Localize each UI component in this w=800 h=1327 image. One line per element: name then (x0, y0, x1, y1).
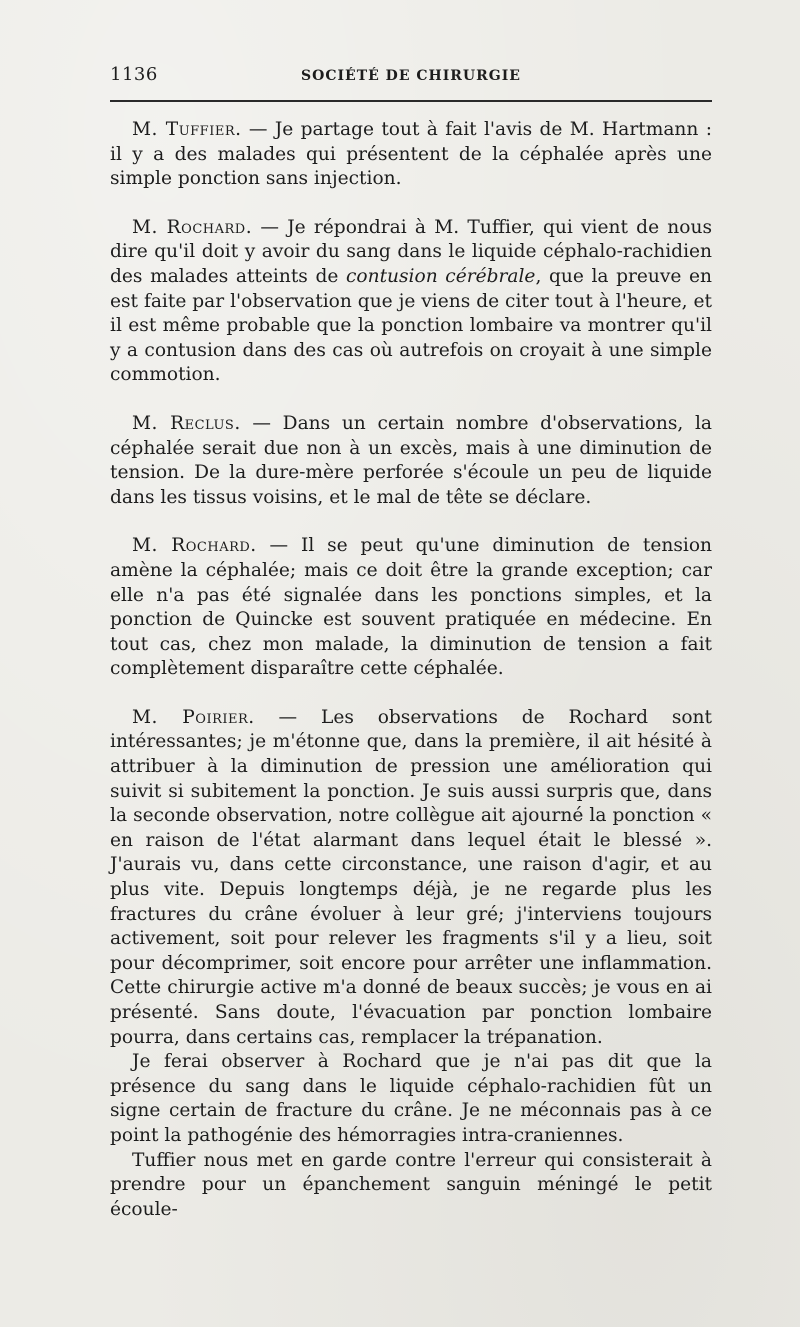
speaker-name: M. Reclus. (132, 412, 241, 434)
paragraph-poirier-final (110, 1149, 712, 1223)
paragraph-text: Je ferai observer à Rochard que je n'ai pas dit que la présence du sang dans le liquide céphalo-rachidien fût un signe certain de fracture du crâne. Je ne méconnais pas à ce point la pathogénie des hémorragies intra-craniennes. (110, 1051, 712, 1146)
paragraph-text: — Les observations de Rochard sont intéressantes; je m'étonne que, dans la première, il ait hésité à attribuer à la diminution de pression une amélioration qui suivit si subitement la ponction. Je suis aussi surpris que, dans la seconde observation, notre collègue ait ajourné la ponction « en raison de l'état alarmant dans lequel était le blessé ». J'aurais vu, dans cette circonstance, une raison d'agir, et au plus vite. Depuis longtemps déjà, je ne regarde plus les fractures du crâne évoluer à leur gré; j'interviens toujours activement, soit pour relever les fragments s'il y a lieu, soit pour décomprimer, soit encore pour arrêter une inflammation. Cette chirurgie active m'a donné de beaux succès; je vous en ai présenté. Sans doute, l'évacuation par ponction lombaire pourra, dans certains cas, remplacer la trépanation. (110, 706, 712, 1048)
page-number: 1136 (110, 64, 158, 85)
speaker-name: M. Tuffier. (132, 119, 242, 140)
italic-term: contusion cérébrale (345, 265, 536, 287)
paragraph-text: — Je répondrai à M. Tuffier, qui vient de nous dire qu'il doit y avoir du sang dans le liquide céphalo-rachidien des malades atteints de (110, 216, 712, 287)
paragraph-text: Tuffier nous met en garde contre l'erreur qui consisterait à prendre pour un épanchement sanguin méningé le petit écoule- (110, 1149, 712, 1220)
paragraph-rochard-1 (110, 216, 712, 388)
paragraph-reclus (110, 412, 712, 510)
paragraph-tuffier (110, 118, 712, 192)
paragraph-text-continued: , que la preuve en est faite par l'observation que je viens de citer tout à l'heure, et il est même probable que la ponction lombaire va montrer qu'il y a contusion dans des cas où autrefois on croyait à une simple commotion. (110, 265, 712, 386)
body-text (110, 118, 712, 1222)
header-rule (110, 100, 712, 102)
paragraph-rochard-2 (110, 534, 712, 682)
paragraph-text: — Il se peut qu'une diminution de tension amène la céphalée; mais ce doit être la grande exception; car elle n'a pas été signalée dans les ponctions simples, et la ponction de Quincke est souvent pratiquée en médecine. En tout cas, chez mon malade, la diminution de tension a fait complètement disparaître cette céphalée. (110, 535, 713, 680)
paragraph-text: — Dans un certain nombre d'observations, la céphalée serait due non à un excès, mais à une diminution de tension. De la dure-mère perforée s'écoule un peu de liquide dans les tissus voisins, et le mal de tête se déclare. (110, 412, 713, 508)
speaker-name: M. Rochard. (132, 216, 253, 238)
speaker-name: M. Poirier. (132, 706, 255, 728)
paragraph-poirier (110, 706, 712, 1050)
speaker-name: M. Rochard. (132, 535, 257, 557)
paragraph-poirier-continued (110, 1050, 712, 1148)
paragraph-text: — Je partage tout à fait l'avis de M. Hartmann : il y a des malades qui présentent de la céphalée après une simple ponction sans injection. (110, 119, 712, 190)
running-title: SOCIÉTÉ DE CHIRURGIE (301, 68, 521, 84)
page-header (110, 62, 712, 92)
